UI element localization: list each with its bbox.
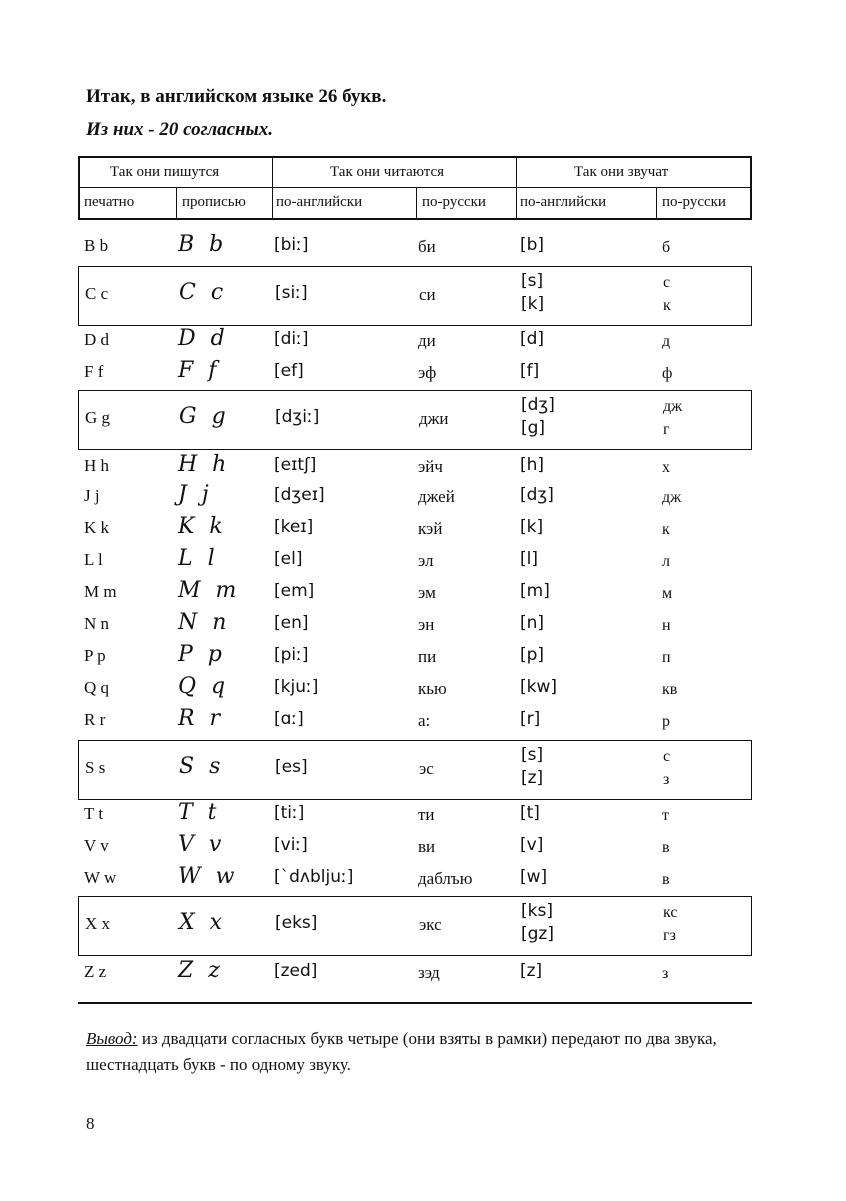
reading-ru: кью — [418, 679, 447, 698]
conclusion-text: из двадцати согласных букв четыре (они взяты в рамки) передают по два звука, шестнадцать букв - по одному звуку. — [86, 1029, 717, 1074]
reading-en: [dʒeɪ] — [274, 485, 325, 505]
reading-ru: пи — [418, 647, 437, 666]
letter-script: H h — [178, 452, 231, 477]
letter-print: C c — [85, 284, 109, 303]
letter-print: T t — [84, 804, 104, 823]
letter-print: D d — [84, 330, 110, 349]
table-row — [78, 706, 752, 736]
sound-ru: к — [663, 297, 671, 314]
sound-ru: с — [663, 274, 671, 291]
sound-ru: кв — [662, 681, 678, 698]
sound-ru: дж — [662, 489, 682, 506]
table-row — [78, 958, 752, 988]
sound-ru: в — [662, 839, 670, 856]
reading-ru: эф — [418, 363, 437, 382]
table-row — [78, 800, 752, 830]
conclusion-label: Вывод: — [86, 1029, 138, 1048]
header-group-written: Так они пишутся — [110, 164, 220, 180]
sound-en: [w] — [520, 867, 548, 887]
page-title: Итак, в английском языке 26 букв. — [86, 86, 387, 107]
reading-en: [em] — [274, 581, 315, 601]
reading-en: [zed] — [274, 961, 318, 981]
sound-ru: р — [662, 713, 670, 730]
sound-en: [r] — [520, 709, 541, 729]
letter-script: B b — [178, 232, 228, 257]
table-row — [78, 864, 752, 894]
sound-en: [b] — [520, 235, 545, 255]
letter-print: H h — [84, 456, 110, 475]
sound-ru: н — [662, 617, 671, 634]
sound-en: [t] — [520, 803, 540, 823]
table-row — [78, 642, 752, 672]
letter-script: M m — [178, 578, 241, 603]
reading-en: [`dʌbljuː] — [274, 867, 354, 887]
reading-ru: зэд — [418, 963, 440, 982]
sound-ru: х — [662, 459, 670, 476]
letter-print: F f — [84, 362, 104, 381]
reading-ru: эл — [418, 551, 434, 570]
reading-ru: джи — [419, 409, 449, 428]
sound-en: [f] — [520, 361, 540, 381]
sound-en: [k] — [520, 517, 544, 537]
table-bottom-rule — [78, 1002, 752, 1004]
sound-en: [z] — [520, 961, 543, 981]
reading-ru: а: — [418, 711, 431, 730]
reading-ru: ди — [418, 331, 436, 350]
letter-print: S s — [85, 758, 106, 777]
sound-ru: к — [662, 521, 670, 538]
letter-script: C c — [179, 280, 228, 305]
table-row — [78, 832, 752, 862]
reading-en: [siː] — [275, 283, 308, 303]
letter-print: G g — [85, 408, 111, 427]
table-row — [78, 546, 752, 576]
reading-ru: ти — [418, 805, 435, 824]
sound-en: [h] — [520, 455, 545, 475]
reading-ru: кэй — [418, 519, 443, 538]
letter-script: K k — [178, 514, 227, 539]
reading-en: [es] — [275, 757, 308, 777]
sound-en: [gz] — [521, 924, 554, 944]
table-row — [78, 740, 752, 800]
letter-print: R r — [84, 710, 106, 729]
reading-ru: эйч — [418, 457, 443, 476]
reading-en: [biː] — [274, 235, 309, 255]
letter-script: D d — [178, 326, 229, 351]
sound-ru: з — [662, 965, 669, 982]
reading-en: [viː] — [274, 835, 308, 855]
sound-en: [s] — [521, 745, 544, 765]
reading-en: [tiː] — [274, 803, 305, 823]
letter-print: B b — [84, 236, 109, 255]
sound-en: [dʒ] — [520, 485, 554, 505]
sound-en: [kw] — [520, 677, 558, 697]
reading-en: [el] — [274, 549, 303, 569]
reading-ru: эн — [418, 615, 435, 634]
reading-ru: экс — [419, 915, 442, 934]
sound-en: [l] — [520, 549, 538, 569]
sound-ru: г — [663, 421, 670, 438]
table-row — [78, 578, 752, 608]
page-subtitle: Из них - 20 согласных. — [86, 119, 274, 140]
letter-print: M m — [84, 582, 117, 601]
reading-en: [ef] — [274, 361, 304, 381]
table-row — [78, 610, 752, 640]
reading-en: [piː] — [274, 645, 309, 665]
sound-ru: м — [662, 585, 673, 602]
sound-ru: дж — [663, 398, 683, 415]
table-row — [78, 358, 752, 388]
sound-ru: п — [662, 649, 671, 666]
reading-ru: эс — [419, 759, 434, 778]
sound-ru: с — [663, 748, 671, 765]
letter-print: Q q — [84, 678, 110, 697]
letter-script: F f — [178, 358, 221, 383]
letter-script: R r — [178, 706, 225, 731]
header-col-en-read: по-английски — [276, 194, 363, 210]
sound-en: [p] — [520, 645, 545, 665]
reading-en: [kjuː] — [274, 677, 319, 697]
header-col-en-sound: по-английски — [520, 194, 607, 210]
header-col-script: прописью — [182, 194, 246, 210]
table-row — [78, 390, 752, 450]
reading-en: [diː] — [274, 329, 309, 349]
letter-print: K k — [84, 518, 110, 537]
reading-ru: ви — [418, 837, 436, 856]
sound-en: [dʒ] — [521, 395, 555, 415]
letter-print: L l — [84, 550, 103, 569]
sound-ru: б — [662, 239, 671, 256]
reading-ru: си — [419, 285, 436, 304]
letter-print: J j — [84, 486, 100, 505]
sound-en: [n] — [520, 613, 545, 633]
reading-en: [en] — [274, 613, 309, 633]
letter-print: P p — [84, 646, 106, 665]
reading-en: [ɑː] — [274, 709, 304, 729]
sound-ru: т — [662, 807, 669, 824]
letter-print: N n — [84, 614, 110, 633]
reading-en: [eɪtʃ] — [274, 455, 317, 475]
letter-script: S s — [179, 754, 225, 779]
reading-ru: джей — [418, 487, 455, 506]
sound-ru: л — [662, 553, 670, 570]
sound-en: [g] — [521, 418, 546, 438]
table-row — [78, 452, 752, 482]
letter-script: P p — [178, 642, 226, 667]
sound-ru: з — [663, 771, 670, 788]
letter-script: Q q — [178, 674, 230, 699]
letter-print: X x — [85, 914, 111, 933]
letter-script: T t — [178, 800, 221, 825]
sound-ru: д — [662, 333, 671, 350]
reading-en: [eks] — [275, 913, 318, 933]
reading-en: [dʒiː] — [275, 407, 320, 427]
sound-ru: в — [662, 871, 670, 888]
letter-print: W w — [84, 868, 117, 887]
letter-script: G g — [179, 404, 230, 429]
header-group-sound: Так они звучат — [574, 164, 669, 180]
reading-en: [keɪ] — [274, 517, 314, 537]
table-row — [78, 232, 752, 262]
sound-ru: ф — [662, 365, 673, 382]
header-col-ru-read: по-русски — [422, 194, 486, 210]
reading-ru: эм — [418, 583, 436, 602]
letter-script: Z z — [178, 958, 224, 983]
letter-print: Z z — [84, 962, 107, 981]
letter-print: V v — [84, 836, 109, 855]
sound-en: [m] — [520, 581, 550, 601]
sound-en: [z] — [521, 768, 544, 788]
sound-en: [k] — [521, 294, 545, 314]
reading-ru: би — [418, 237, 436, 256]
letter-script: N n — [178, 610, 231, 635]
header-col-print: печатно — [84, 194, 135, 210]
page-number: 8 — [86, 1114, 95, 1133]
letter-script: X x — [179, 910, 227, 935]
sound-ru: гз — [663, 927, 676, 944]
sound-ru: кс — [663, 904, 678, 921]
header-col-ru-sound: по-русски — [662, 194, 726, 210]
letter-script: V v — [178, 832, 226, 857]
letter-script: W w — [178, 864, 239, 889]
table-row — [78, 514, 752, 544]
reading-ru: даблъю — [418, 869, 473, 888]
table-row — [78, 482, 752, 512]
sound-en: [s] — [521, 271, 544, 291]
sound-en: [v] — [520, 835, 544, 855]
table-row — [78, 896, 752, 956]
conclusion-paragraph — [86, 1026, 756, 1078]
letter-script: L l — [178, 546, 219, 571]
table-row — [78, 266, 752, 326]
letter-script: J j — [178, 482, 213, 507]
table-row — [78, 326, 752, 356]
table-row — [78, 674, 752, 704]
header-group-read: Так они читаются — [330, 164, 445, 180]
sound-en: [ks] — [521, 901, 553, 921]
sound-en: [d] — [520, 329, 545, 349]
